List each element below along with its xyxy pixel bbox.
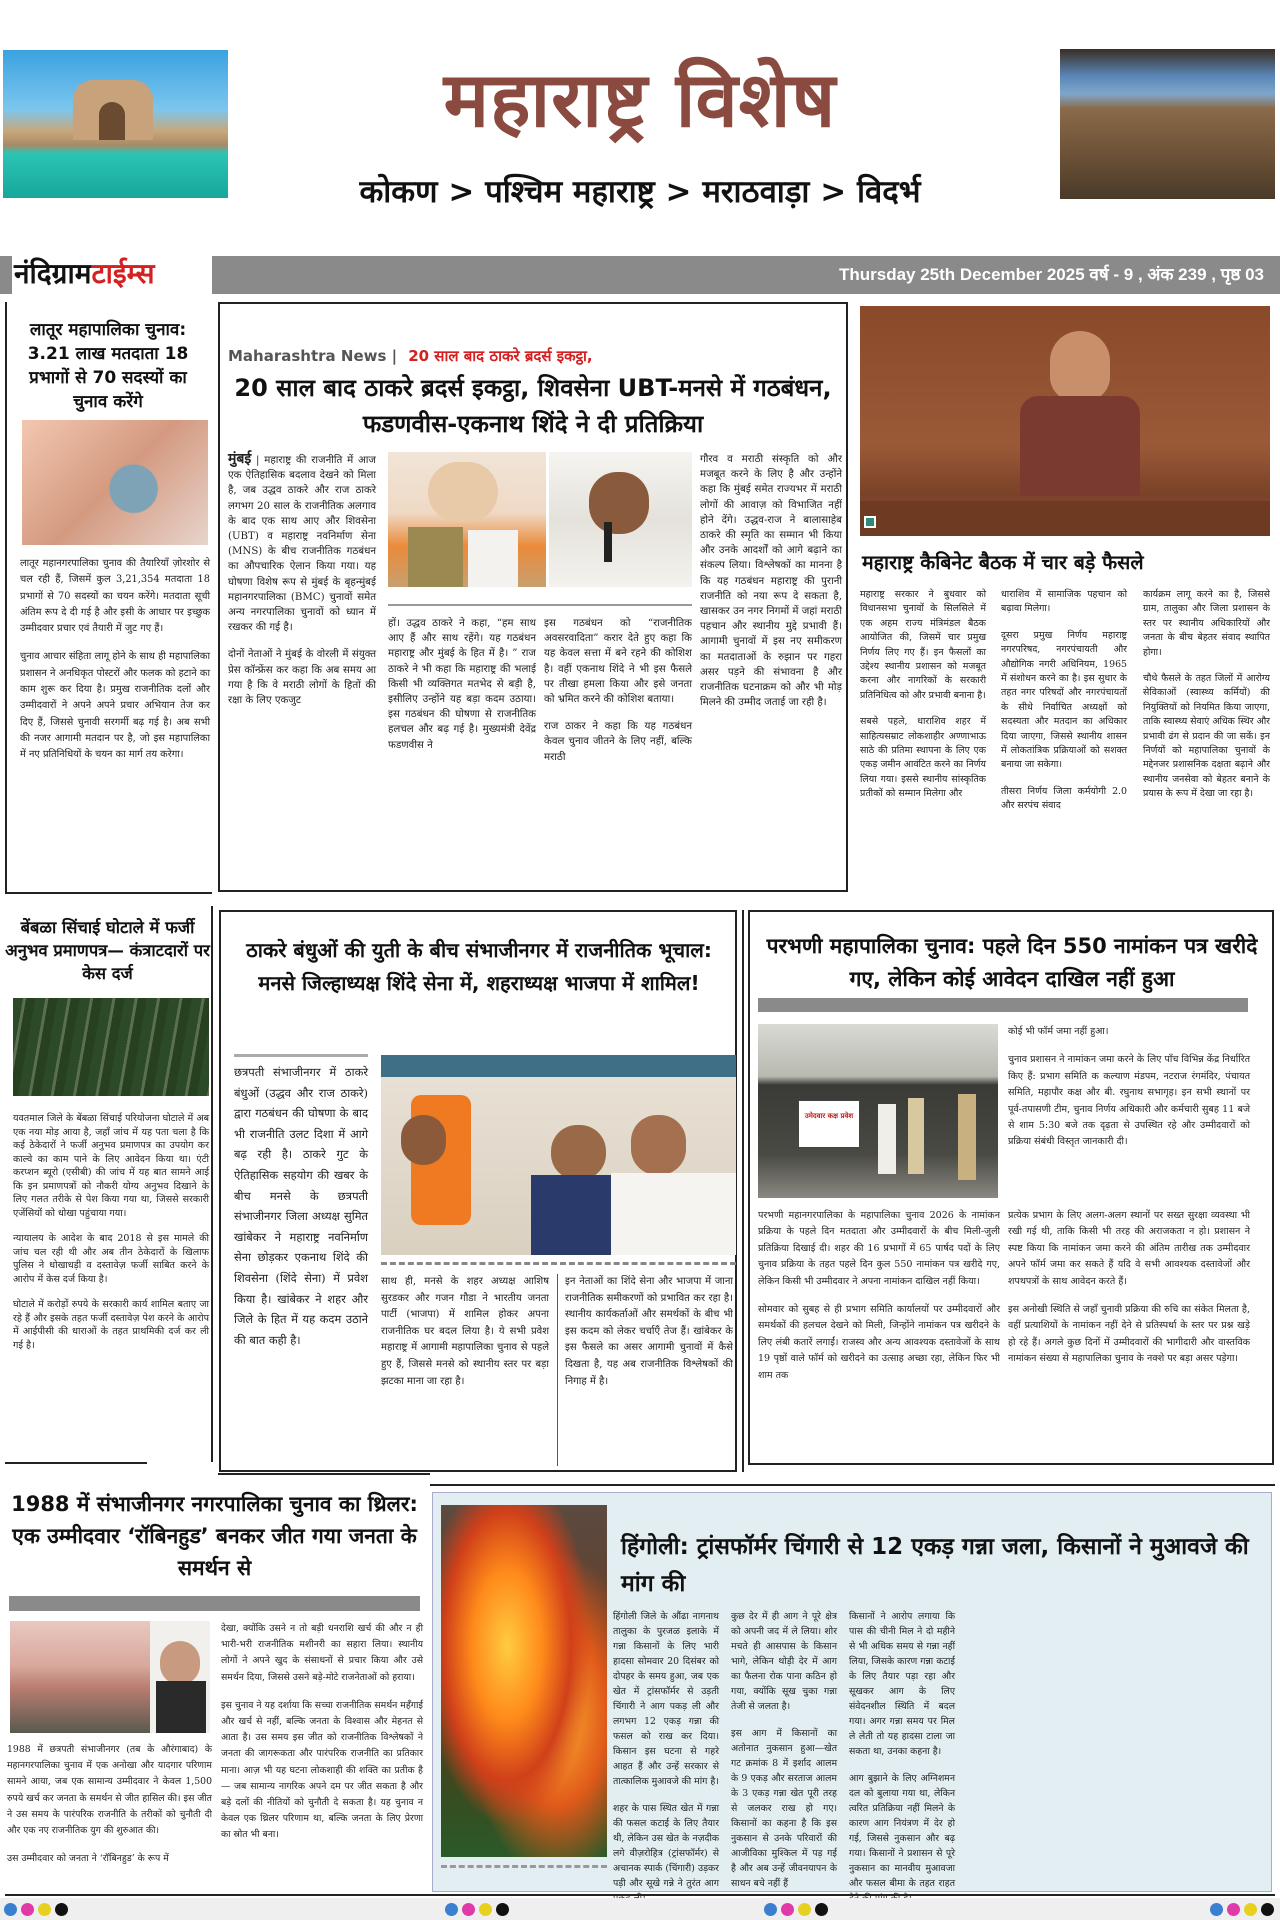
article-bembla bbox=[5, 906, 213, 1462]
magenta-dot bbox=[21, 1903, 34, 1916]
fadnavis-cabinet-photo bbox=[860, 306, 1270, 536]
article-robinhood bbox=[5, 1484, 425, 1894]
headline[interactable]: हिंगोली: ट्रांसफॉर्मर चिंगारी से 12 एकड़ गन्ना जला, किसानों ने मुआवजे की मांग की bbox=[621, 1534, 1249, 1597]
article-sambhajinagar bbox=[219, 910, 737, 1472]
magenta-dot bbox=[781, 1903, 794, 1916]
article-col-4: गौरव व मराठी संस्कृति को और मजबूत करने के लिए है और उन्होंने कहा कि मुंबई समेत राज्यभर में मराठी लोगों की आवाज़ को विभाजित नहीं होने देंगे। उद्धव-राज ने बालासाहेब ठाकरे की स्मृति का सम्मान भी किया और उनके आदर्शों को आगे बढ़ाने का संकल्प लिया। विश्लेषकों का मानना है कि यह गठबंधन महाराष्ट्र की पुरानी राजनीति को नया रूप दे सकता है, खासकर उन नगर निगमों में जहां मराठी पहचान और स्थानीय मुद्दे प्रभावी हैं। आगामी चुनावों में इस नए समीकरण का मतदाताओं के रुझान पर गहरा असर पड़ने की संभावना है और राजनीतिक घटनाक्रम को और भी मोड़ मिलने की उम्मीद जताई जा रही है। bbox=[700, 454, 842, 709]
footer-band bbox=[0, 1898, 1280, 1920]
cyan-dot bbox=[4, 1903, 17, 1916]
divider bbox=[388, 604, 692, 606]
black-dot bbox=[55, 1903, 68, 1916]
registration-marks bbox=[764, 1903, 828, 1916]
magenta-dot bbox=[462, 1903, 475, 1916]
article-col-2: साथ ही, मनसे के शहर अध्यक्ष आशिष सुरडकर और गजन गौडा ने भारतीय जनता पार्टी (भाजपा) में शामिल होकर अपना राजनीतिक घर बदल लिया है। ये सभी प्रवेश महाराष्ट्र में आगामी महापालिका चुनाव से पहले हुए हैं, जिससे मनसे को स्थानीय स्तर पर बड़ा झटका माना जा रहा है। bbox=[381, 1276, 549, 1387]
yellow-dot bbox=[798, 1903, 811, 1916]
eknath-shinde-photo bbox=[549, 452, 692, 587]
article-col-3: प्रत्येक प्रभाग के लिए अलग-अलग स्थानों पर सख्त सुरक्षा व्यवस्था भी रखी गई थी, ताकि किसी भी तरह की अराजकता न हो। प्रशासन ने स्पष्ट किया कि नामांकन जमा करने की अंतिम तारीख तक उम्मीदवार अपने फॉर्म जमा कर सकते हैं यदि वे सभी आवश्यक दस्तावेजों और शपथपत्रों के साथ आवेदन करते हैं। इस अनोखी स्थिति से जहाँ चुनावी प्रक्रिया की रुचि का संकेत मिलता है, वहीं प्रत्याशियों के नामांकन नहीं देने से प्रतिस्पर्धा के स्तर पर प्रश्न खड़े हो रहे हैं। अगले कुछ दिनों में उम्मीदवारों की भागीदारी और वास्तविक नामांकन संख्या से महापालिका चुनाव के नक्शे पर बड़ा असर पड़ेगा। bbox=[1008, 1210, 1250, 1365]
black-dot bbox=[1261, 1903, 1274, 1916]
article-latur bbox=[5, 302, 212, 894]
article-col-3: इस गठबंधन को “राजनीतिक अवसरवादिता” करार देते हुए कहा कि यह केवल सत्ता में बने रहने की कोशिश है। वहीं एकनाथ शिंदे ने भी इस फैसले पर तीखा हमला किया और इसे जनता को भ्रमित करने की कोशिश बताया। राज ठाकर ने कहा कि यह गठबंधन केवल चुनाव जीतने के लिए नहीं, बल्कि मराठी bbox=[544, 618, 692, 763]
registration-marks bbox=[445, 1903, 509, 1916]
article-body: यवतमाल जिले के बेंबळा सिंचाई परियोजना घोटाले में अब एक नया मोड़ आया है, जहाँ जांच में यह पता चला है कि कई ठेकेदारों ने फर्जी अनुभव प्रमाणपत्र का उपयोग कर काल्वे का काम पाने के लिए आवेदन किया था। एंटी करप्शन ब्यूरो (एसीबी) की जांच में यह बात सामने आई कि इन प्रमाणपत्रों को नौकरी योग्य अनुभव दिखाने के लिए गलत तरीके से पेश किया गया था, जिससे सरकारी एजेंसियों को धोखा पहुंचाया गया। न्यायालय के आदेश के बाद 2018 से इस मामले की जांच चल रही थी और अब तीन ठेकेदारों के खिलाफ पुलिस ने धोखाधड़ी व दस्तावेज़ फर्जी साबित करने के आरोप में केस दर्ज किया है। घोटाले में करोड़ों रुपये के सरकारी कार्य शामिल बताए जा रहे हैं और इसके तहत फर्जी दस्तावेज़ पेश करने के आरोप में आईपीसी की धाराओं के तहत प्राथमिकी दर्ज कर ली गई है। bbox=[13, 1113, 209, 1351]
region-breadcrumb: कोकण > पश्चिम महाराष्ट्र > मराठवाड़ा > विदर्भ bbox=[359, 174, 921, 210]
article-col-3: कार्यक्रम लागू करने का है, जिससे ग्राम, तालुका और जिला प्रशासन के स्तर पर स्थानीय अधिकारियों और जनता के बीच बेहतर संवाद स्थापित होगा। चौथे फैसले के तहत जिलों में आरोग्य सेविकाओं (स्वास्थ्य कर्मियों) की नियुक्तियों को नियमित किया जाएगा, ताकि स्वास्थ्य सेवाएं अधिक स्थिर और प्रभावी ढंग से प्रदान की जा सकें। इन निर्णयों को महापालिका चुनावों के मद्देनजर प्रशासनिक दक्षता बढ़ाने और स्थानीय जनसेवा को बेहतर बनाने के प्रयास के रूप में देखा जा रहा है। bbox=[1143, 589, 1270, 800]
thackeray-brothers-photo bbox=[388, 452, 546, 587]
irrigation-field-photo bbox=[13, 998, 209, 1096]
cyan-dot bbox=[764, 1903, 777, 1916]
cyan-dot bbox=[1210, 1903, 1223, 1916]
article-parbhani bbox=[748, 910, 1274, 1465]
magenta-dot bbox=[1227, 1903, 1240, 1916]
divider bbox=[441, 1865, 607, 1868]
divider bbox=[758, 998, 1248, 1012]
cyan-dot bbox=[445, 1903, 458, 1916]
divider bbox=[234, 1054, 368, 1057]
poster: उमेदवार कक्ष प्रवेश bbox=[798, 1100, 860, 1148]
column-rule bbox=[742, 910, 744, 1472]
divider bbox=[218, 1473, 430, 1475]
article-col-1: छत्रपती संभाजीनगर में ठाकरे बंधुओं (उद्धव और राज ठाकरे) द्वारा गठबंधन की घोषणा के बाद भी राजनीति उलट दिशा में आगे बढ़ रही है। ठाकरे गुट के ऐतिहासिक सहयोग की खबर के बीच मनसे के छत्रपती संभाजीनगर जिला अध्यक्ष सुमित खांबेकर ने महाराष्ट्र नवनिर्माण सेना छोड़कर एकनाथ शिंदे की शिवसेना (शिंदे सेना) में प्रवेश किया है। खांबेकर ने शहर और जिले के हित में यह कदम उठाने की बात कही है। bbox=[234, 1065, 368, 1347]
registration-marks bbox=[1210, 1903, 1274, 1916]
party-joining-photo bbox=[381, 1055, 736, 1255]
headline[interactable]: ठाकरे बंधुओं की युती के बीच संभाजीनगर में राजनीतिक भूचाल: मनसे जिल्हाध्यक्ष शिंदे सेना में, शहराध्यक्ष भाजपा में शामिल! bbox=[246, 938, 712, 995]
article-thackeray bbox=[218, 302, 848, 892]
gateway-of-india-photo bbox=[3, 50, 228, 198]
article-col-1: परभणी महानगरपालिका के महापालिका चुनाव 2026 के नामांकन प्रक्रिया के पहले दिन मतदाता और उम्मीदवारों के बीच मिली-जुली प्रतिक्रिया दिखाई दी। शहर की 16 प्रभागों में 65 पार्षद पदों के लिए चुनाव प्रक्रिया के तहत पहले दिन कुल 550 नामांकन पत्र खरीदे गए, लेकिन किसी भी उम्मीदवार ने अपना नामांकन दाखिल नहीं किया। सोमवार को सुबह से ही प्रभाग समिति कार्यालयों पर उम्मीदवारों और समर्थकों की हलचल देखने को मिली, जिन्होंने नामांकन पत्र खरीदने के लिए लंबी कतारें लगाईं। राजस्व और अन्य आवश्यक दस्तावेजों के साथ 19 पृष्ठों वाले फॉर्म को खरीदने का उत्साह अच्छा रहा, लेकिन फिर भी शाम तक bbox=[758, 1210, 1000, 1381]
black-dot bbox=[815, 1903, 828, 1916]
yellow-dot bbox=[1244, 1903, 1257, 1916]
article-col-1: मुंबई | महाराष्ट्र की राजनीति में आज एक ऐतिहासिक बदलाव देखने को मिला है, जब उद्धव ठाकरे और राज ठाकरे लगभग 20 साल के राजनीतिक अलगाव के बाद एक साथ आए और शिवसेना (UBT) व महाराष्ट्र नवनिर्माण सेना (MNS) के बीच राजनीतिक गठबंधन का औपचारिक ऐलान किया गया। यह घोषणा विशेष रूप से मुंबई के बृहन्मुंबई महानगरपालिका (BMC) चुनावों समेत अन्य नगरपालिका चुनावों को ध्यान में रखकर की गई है। दोनों नेताओं ने मुंबई के वोरली में संयुक्त प्रेस कॉन्फ्रेंस कर कहा कि अब समय आ गया है कि वे मराठी लोगों के हितों की रक्षा के लिए एकजुट bbox=[228, 451, 376, 707]
kicker: Maharashtra News | 20 साल बाद ठाकरे ब्रदर्स इकट्ठा, bbox=[228, 347, 593, 365]
article-col-3: किसानों ने आरोप लगाया कि पास की चीनी मिल ने दो महीने से भी अधिक समय से गन्ना नहीं लिया, जिसके कारण गन्ना कटाई के लिए तैयार पड़ा रहा और सूखकर आग के लिए संवेदनशील स्थिति में बदल गया। अगर गन्ना समय पर मिल ले लेती तो यह हादसा टाला जा सकता था, उनका कहना है। आग बुझाने के लिए अग्निशमन दल को बुलाया गया था, लेकिन त्वरित प्रतिक्रिया नहीं मिलने के कारण आग नियंत्रण में देर हो गई, जिससे नुकसान और बढ़ गया। किसानों ने प्रशासन से पूरे नुकसान का मानवीय मुआवजा और फसल बीमा के तहत राहत bbox=[849, 1611, 955, 1889]
cave-temple-photo bbox=[1060, 49, 1275, 199]
article-col-2: धाराशिव में सामाजिक पहचान को बढ़ावा मिलेगा। दूसरा प्रमुख निर्णय महाराष्ट्र नगरपरिषद, नगरपंचायती और औद्योगिक नगरी अधिनियम, 1965 में संशोधन करने का है। इस सुधार के तहत नगर परिषदों और नगरपंचायतों के सीधे निर्वाचित अध्यक्षों को सदस्यता और मतदान का अधिकार दिया जाएगा, जिससे स्थानीय शासन में लोकतांत्रिक प्रक्रियाओं को सशक्त बनाया जा सकेगा। तीसरा निर्णय जिला कर्मयोगी 2.0 और सरपंच संवाद bbox=[1001, 589, 1127, 812]
municipal-building-photo bbox=[10, 1621, 210, 1733]
article-col-1: महाराष्ट्र सरकार ने बुधवार को विधानसभा चुनावों के सिलसिले में एक अहम राज्य मंत्रिमंडल बैठक आयोजित की, जिसमें चार प्रमुख निर्णय लिए गए हैं। इन फैसलों का उद्देश्य स्थानीय प्रशासन को मजबूत करना और नागरिकों के सरकारी प्रतिनिधित्व को और प्रभावी बनाना है। सबसे पहले, धाराशिव शहर में साहित्यसम्राट लोकशाहीर अण्णाभाऊ साठे की प्रतिमा स्थापना के लिए एक एकड़ जमीन आवंटित करने का निर्णय लिया गया। इससे स्थानीय सांस्कृतिक प्रतीकों को सम्मान मिलेगा और bbox=[860, 589, 986, 800]
headline[interactable]: महाराष्ट्र कैबिनेट बैठक में चार बड़े फैसले bbox=[862, 551, 1144, 574]
divider bbox=[381, 1262, 736, 1265]
article-col-2: हों। उद्धव ठाकरे ने कहा, “हम साथ आए हैं और साथ रहेंगे। यह गठबंधन महाराष्ट्र और मुंबई के हित में है। ” राज ठाकरे ने भी कहा कि महाराष्ट्र की भलाई किसी भी व्यक्तिगत मतभेद से बड़ी है, इसीलिए उन्होंने यह बड़ा कदम उठाया। इस गठबंधन की घोषणा से राजनीतिक हलचल और बढ़ गई है। मुख्यमंत्री देवेंद्र फडणवीस ने bbox=[388, 618, 536, 751]
column-rule bbox=[557, 1274, 558, 1466]
newspaper-logo[interactable]: नंदिग्रामटाईम्स bbox=[12, 254, 212, 298]
masthead-title: महाराष्ट्र विशेष bbox=[443, 55, 837, 144]
divider bbox=[9, 1596, 420, 1611]
yellow-dot bbox=[38, 1903, 51, 1916]
headline[interactable]: परभणी महापालिका चुनाव: पहले दिन 550 नामांकन पत्र खरीदे गए, लेकिन कोई आवेदन दाखिल नहीं हुआ bbox=[766, 934, 1258, 991]
article-col-2: कुछ देर में ही आग ने पूरे क्षेत्र को अपनी जद में ले लिया। शोर मचते ही आसपास के किसान भागे, लेकिन थोड़ी देर में आग का फैलना रोक पाना कठिन हो गया, क्योंकि सूख चुका गन्ना तेजी से जलता है। इस आग में किसानों का अतोनात नुकसान हुआ—खेत गट क्रमांक 8 में इर्शाद आलम के 9 एकड़ और सरताज आलम के 3 एकड़ गन्ना खेत पूरी तरह से जलकर राख हो गए। किसानों का कहना है कि इस नुकसान से उनके परिवारों की आजीविका मुश्किल में पड़ गई है और अब उन्हें जीवनयापन के साधन बचे नहीं हैं bbox=[731, 1611, 837, 1889]
divider bbox=[5, 1462, 147, 1464]
article-col-1: 1988 में छत्रपती संभाजीनगर (तब के औरंगाबाद) के महानगरपालिका चुनाव में एक अनोखा और यादगार परिणाम सामने आया, जब एक सामान्य उम्मीदवार ने केवल 1,500 रुपये खर्च कर जनता के समर्थन से जीत हासिल की। इस जीत ने उस समय के पारंपरिक राजनीति के तरीकों को चुनौती दी और एक नए राजनीतिक युग की शुरुआत की। उस उम्मीदवार को जनता ने ‘रॉबिनहुड’ के रूप में bbox=[7, 1744, 212, 1865]
article-col-2: देखा, क्योंकि उसने न तो बड़ी धनराशि खर्च की और न ही भारी-भरी राजनीतिक मशीनरी का सहारा लिया। स्थानीय लोगों ने अपने खुद के संसाधनों से प्रचार किया और उसे समर्थन दिया, जिससे उसने बड़े-मोटे राजनेताओं को हराया। इस चुनाव ने यह दर्शाया कि सच्चा राजनीतिक समर्थन महँगाई और खर्च से नहीं, बल्कि जनता के विश्वास और मेहनत से आता है। उस समय इस जीत को राजनीतिक विश्लेषकों ने जनता की जागरूकता और पारंपरिक राजनीति का प्रतिकार माना। आज़ भी यह घटना लोकशाही की शक्ति का प्रतीक है — जब सामान्य नागरिक अपने दम पर जीत सकता है और बड़े दलों की नीतियों को चुनौती दे सकता है। यह चुनाव न केवल एक थ्रिलर परिणाम था, बल्कि जनता के लिए प्रेरणा का स्रोत भी बना। bbox=[221, 1623, 423, 1841]
registration-marks bbox=[4, 1903, 68, 1916]
article-col-3: इन नेताओं का शिंदे सेना और भाजपा में जाना राजनीतिक समीकरणों को प्रभावित कर रहा है। स्थानीय कार्यकर्ताओं और समर्थकों के बीच भी इस कदम को लेकर चर्चाएँ तेज हैं। खांबेकर के इस फैसले का असर आगामी चुनावों में कैसे दिखता है, यह अब राजनीतिक विश्लेषकों की निगाह में है। bbox=[565, 1276, 733, 1387]
voter-id-photo bbox=[22, 420, 208, 545]
article-hingoli bbox=[432, 1492, 1272, 1892]
headline[interactable]: लातूर महापालिका चुनाव: 3.21 लाख मतदाता 18 प्रभागों से 70 सदस्यों का चुनाव करेंगे bbox=[27, 320, 189, 412]
article-col-1: हिंगोली जिले के औंढा नागनाथ तालुका के पुरजळ इलाके में गन्ना किसानों के लिए भारी हादसा सोमवार 20 दिसंबर को दोपहर के समय हुआ, जब एक खेत में ट्रांसफॉर्मर से उड़ती चिंगारी ने आग पकड़ ली और लगभग 12 एकड़ गन्ना की फसल को राख कर दिया। किसान इस घटना से गहरे आहत हैं और उन्हें सरकार से तात्कालिक मुआवजे की मांग है। शहर के पास स्थित खेत में गन्ना की फसल कटाई के लिए तैयार थी, लेकिन उस खेत के नज़दीक लगे वीज़रोहित्र (ट्रांसफॉर्मर) से अचानक स्पार्क (चिंगारी) उड़कर पड़ी और सूखे गन्ने ने तुरंत आग bbox=[613, 1611, 719, 1889]
headline[interactable]: 20 साल बाद ठाकरे ब्रदर्स इकट्ठा, शिवसेना UBT-मनसे में गठबंधन, फडणवीस-एकनाथ शिंदे ने दी प्रतिक्रिया bbox=[234, 374, 832, 438]
issue-dateline: Thursday 25th December 2025 वर्ष - 9 , अंक 239 , पृष्ठ 03 bbox=[838, 265, 1264, 284]
article-col-2: कोई भी फॉर्म जमा नहीं हुआ। चुनाव प्रशासन ने नामांकन जमा करने के लिए पाँच विभिन्न केंद्र निर्धारित किए हैं: प्रभाग समिति क कल्याण मंडपम, नटराज रंगमंदिर, पंचायत समिति, महापौर कक्ष और बी. रघुनाथ सभागृह। इन सभी स्थानों पर पूर्व-तपासणी टीम, चुनाव निर्णय अधिकारी और कर्मचारी सुबह 11 बजे से शाम 5:30 बजे तक दृढ़ता से उपस्थित रहे और उम्मीदवारों को प्रक्रिया संबंधी विस्तृत जानकारी दी। bbox=[1008, 1026, 1250, 1148]
headline[interactable]: 1988 में संभाजीनगर नगरपालिका चुनाव का थ्रिलर: एक उम्मीदवार ‘रॉबिनहुड’ बनकर जीत गया जनता के समर्थन से bbox=[11, 1492, 418, 1580]
black-dot bbox=[496, 1903, 509, 1916]
yellow-dot bbox=[479, 1903, 492, 1916]
footer-rule bbox=[5, 1894, 1275, 1896]
nomination-office-photo bbox=[758, 1024, 998, 1198]
headline[interactable]: बेंबळा सिंचाई घोटाले में फर्जी अनुभव प्रमाणपत्र— कंत्राटदारों पर केस दर्ज bbox=[5, 918, 210, 983]
sugarcane-fire-photo bbox=[441, 1505, 607, 1857]
article-body: लातूर महानगरपालिका चुनाव की तैयारियाँ ज़ोरशोर से चल रही हैं, जिसमें कुल 3,21,354 मतदाता 18 प्रभागों से 70 सदस्यों का चयन करेंगे। मतदाता सूची अंतिम रूप दे दी गई है और इसी के आधार पर इच्छुक उम्मीदवार प्रचार एवं तैयारी में जुट गए हैं। चुनाव आचार संहिता लागू होने के साथ ही महापालिका प्रशासन ने अनधिकृत पोस्टरों और फलक को हटाने का काम शुरू कर दिया है। प्रमुख राजनीतिक दलों और उम्मीदवारों ने अपने अपने प्रचार अभियान तेज कर दिए हैं, जिससे चुनावी सरगर्मी बढ़ गई है। अब सभी की नजर आगामी मतदान पर है, जो इस महापालिका में नए प्रतिनिधियों के चयन का मार्ग तय करेगा। bbox=[20, 558, 210, 761]
divider bbox=[430, 1484, 1275, 1486]
